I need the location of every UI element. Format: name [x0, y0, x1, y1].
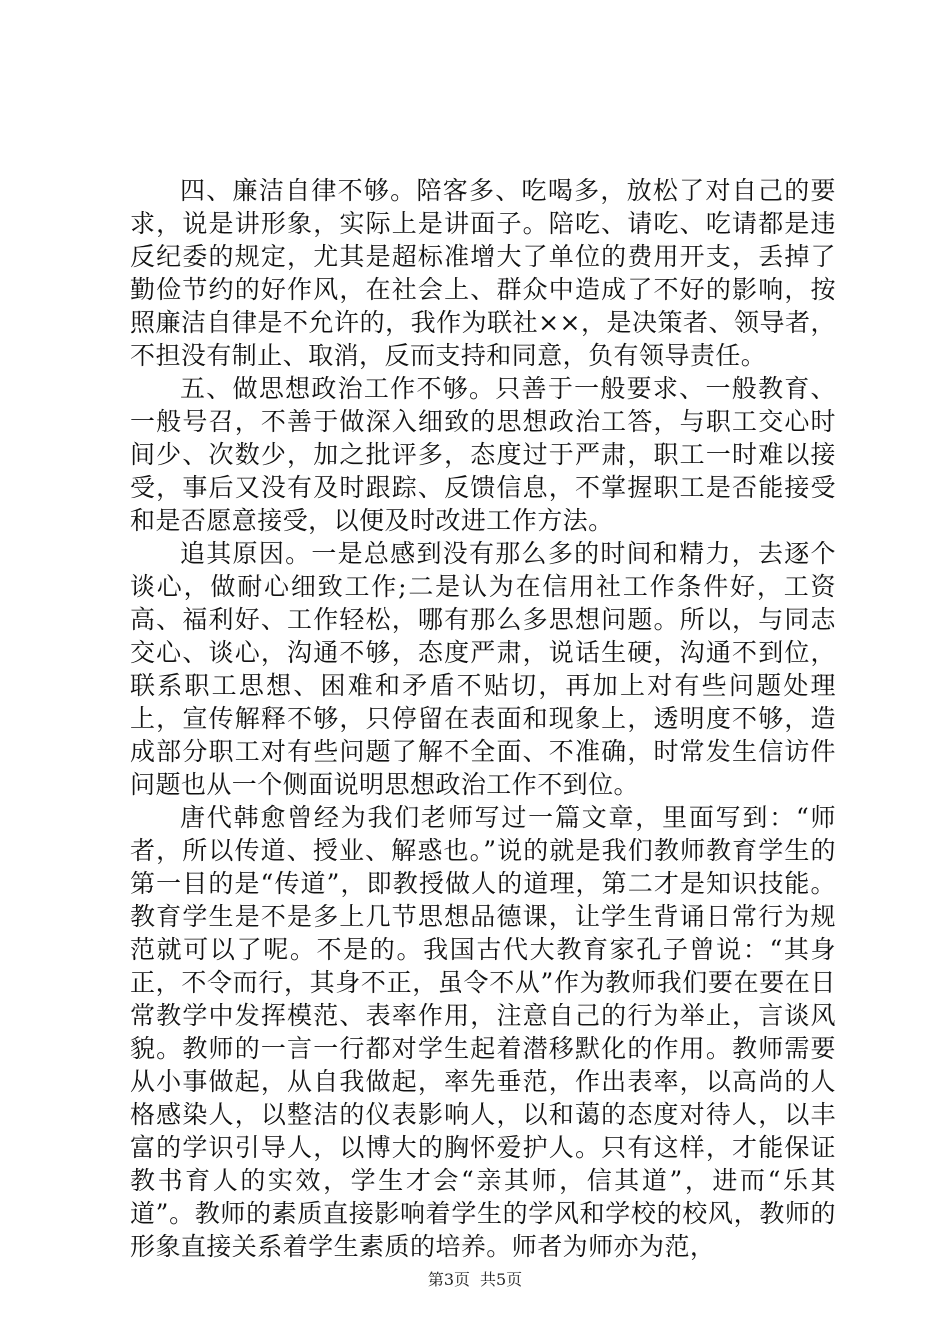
page-footer — [0, 1270, 950, 1290]
paragraph-political-work: 五、做思想政治工作不够。只善于一般要求、一般教育、一般号召，不善于做深入细致的思想政治工答，与职工交心时间少、次数少，加之批评多，态度过于严肃，职工一时难以接受，事后又没有及时跟踪、反馈信息，不掌握职工是否能接受和是否愿意接受，以便及时改进工作方法。 — [130, 374, 836, 535]
paragraph-causes: 追其原因。一是总感到没有那么多的时间和精力，去逐个谈心，做耐心细致工作;二是认为在信用社工作条件好，工资高、福利好、工作轻松，哪有那么多思想问题。所以，与同志交心、谈心，沟通不够，态度严肃，说话生硬，沟通不到位，联系职工思想、困难和矛盾不贴切，再加上对有些问题处理上，宣传解释不够，只停留在表面和现象上，透明度不够，造成部分职工对有些问题了解不全面、不准确，时常发生信访件问题也从一个侧面说明思想政治工作不到位。 — [130, 539, 836, 799]
paragraph-integrity: 四、廉洁自律不够。陪客多、吃喝多，放松了对自己的要求，说是讲形象，实际上是讲面子。陪吃、请吃、吃请都是违反纪委的规定，尤其是超标准增大了单位的费用开支，丢掉了勤俭节约的好作风，在社会上、群众中造成了不好的影响，按照廉洁自律是不允许的，我作为联社××，是决策者、领导者，不担没有制止、取消，反而支持和同意，负有领导责任。 — [130, 176, 836, 370]
body-text — [130, 174, 836, 1263]
paragraph-teacher-role: 唐代韩愈曾经为我们老师写过一篇文章，里面写到：“师者，所以传道、授业、解惑也。”说的就是我们教师教育学生的第一目的是“传道”，即教授做人的道理，第二才是知识技能。教育学生是不是多上几节思想品德课，让学生背诵日常行为规范就可以了呢。不是的。我国古代大教育家孔子曾说：“其身正，不令而行，其身不正，虽令不从”作为教师我们要在要在日常教学中发挥模范、表率作用，注意自己的行为举止，言谈风貌。教师的一言一行都对学生起着潜移默化的作用。教师需要从小事做起，从自我做起，率先垂范，作出表率，以高尚的人格感染人，以整洁的仪表影响人，以和蔼的态度对待人，以丰富的学识引导人，以博大的胸怀爱护人。只有这样，才能保证教书育人的实效，学生才会“亲其师，信其道”，进而“乐其道”。教师的素质直接影响着学生的学风和学校的校风，教师的形象直接关系着学生素质的培养。师者为师亦为范， — [130, 803, 836, 1261]
page-total: 共5页 — [480, 1270, 523, 1289]
page-number: 第3页 — [427, 1270, 470, 1289]
